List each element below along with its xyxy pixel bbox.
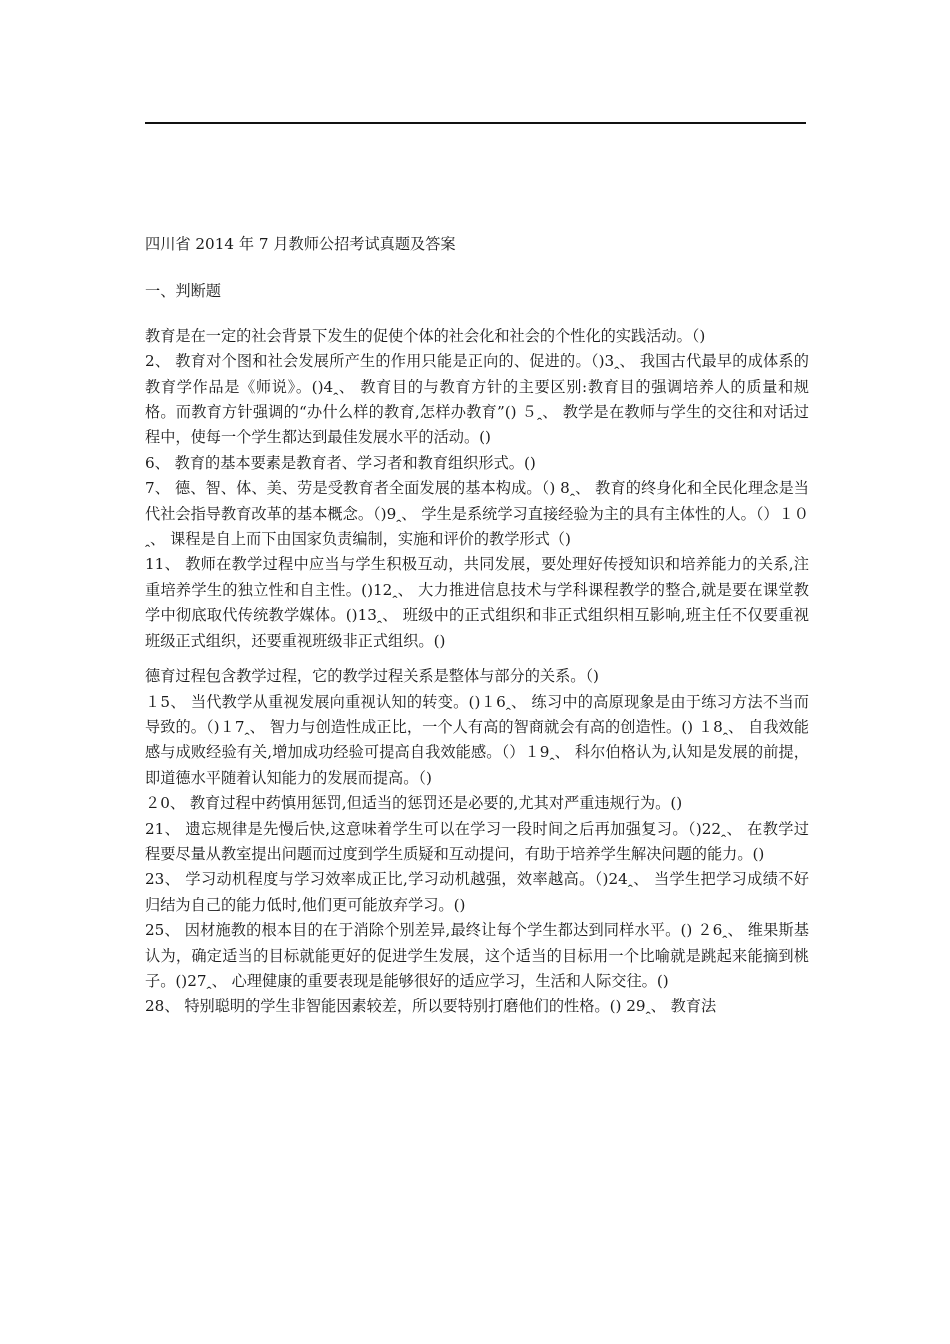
question-paragraph: 28、 特别聪明的学生非智能因素较差，所以要特别打磨他们的性格。() 29ꞈ、 教育法: [145, 997, 717, 1016]
question-paragraph: 25、 因材施教的根本目的在于消除个别差异,最终让每个学生都达到同样水平。() ２6ꞈ、 维果斯基认为，确定适当的目标就能更好的促进学生发展，这个适当的目标用一个比喻就是跳起来能摘到桃子。()27ꞈ、 心理健康的重要表现是能够很好的适应学习，生活和人际交往。(): [145, 921, 809, 990]
question-paragraph: １5、 当代教学从重视发展向重视认知的转变。()１6ꞈ、 练习中的高原现象是由于练习方法不当而导致的。（)１7ꞈ、 智力与创造性成正比，一个人有高的智商就会有高的创造性。() １8ꞈ、 自我效能感与成败经验有关,增加成功经验可提高自我效能感。（）１9ꞈ、 科尔伯格认为,认知是发展的前提，即道德水平随着认知能力的发展而提高。（): [145, 692, 809, 787]
question-paragraph: 2、 教育对个图和社会发展所产生的作用只能是正向的、促进的。（)3ꞈ、 我国古代最早的成体系的教育学作品是《师说》。()4ꞈ、 教育目的与教育方针的主要区别:教育目的强调培养人的质量和规格。而教育方针强调的“办什么样的教育,怎样办教育”() ５ꞈ、 教学是在教师与学生的交往和对话过程中，使每一个学生都达到最佳发展水平的活动。(): [145, 352, 809, 447]
document-body: [145, 232, 809, 1020]
question-paragraph: ２0、 教育过程中药慎用惩罚,但适当的惩罚还是必要的,尤其对严重违规行为。(): [145, 794, 683, 813]
section-heading: 一、判断题: [145, 282, 221, 301]
question-paragraph: 21、 遗忘规律是先慢后快,这意味着学生可以在学习一段时间之后再加强复习。（)22ꞈ、 在教学过程要尽量从教室提出问题而过度到学生质疑和互动提问，有助于培养学生解决问题的能力。(): [145, 819, 809, 863]
header-rule: [145, 122, 806, 124]
question-paragraph: 7、 德、智、体、美、劳是受教育者全面发展的基本构成。（) 8ꞈ、 教育的终身化和全民化理念是当代社会指导教育改革的基本概念。（)9ꞈ、 学生是系统学习直接经验为主的具有主体性的人。（）１０ꞈ、 课程是自上而下由国家负责编制，实施和评价的教学形式（): [145, 479, 809, 549]
question-paragraph: 23、 学习动机程度与学习效率成正比,学习动机越强，效率越高。（)24ꞈ、 当学生把学习成绩不好归结为自己的能力低时,他们更可能放弃学习。(): [145, 870, 809, 914]
question-paragraph: 德育过程包含教学过程，它的教学过程关系是整体与部分的关系。（): [145, 667, 599, 686]
question-paragraph: 教育是在一定的社会背景下发生的促使个体的社会化和社会的个性化的实践活动。（): [145, 326, 706, 345]
document-title: 四川省 2014 年 7 月教师公招考试真题及答案: [145, 235, 456, 253]
question-paragraph: 6、 教育的基本要素是教育者、学习者和教育组织形式。(): [145, 453, 536, 472]
question-paragraph: 11、 教师在教学过程中应当与学生积极互动，共同发展，要处理好传授知识和培养能力的关系,注重培养学生的独立性和自主性。()12ꞈ、 大力推进信息技术与学科课程教学的整合,就是要在课堂教学中彻底取代传统教学媒体。()13ꞈ、 班级中的正式组织和非正式组织相互影响,班主任不仅要重视班级正式组织，还要重视班级非正式组织。(): [145, 555, 809, 650]
